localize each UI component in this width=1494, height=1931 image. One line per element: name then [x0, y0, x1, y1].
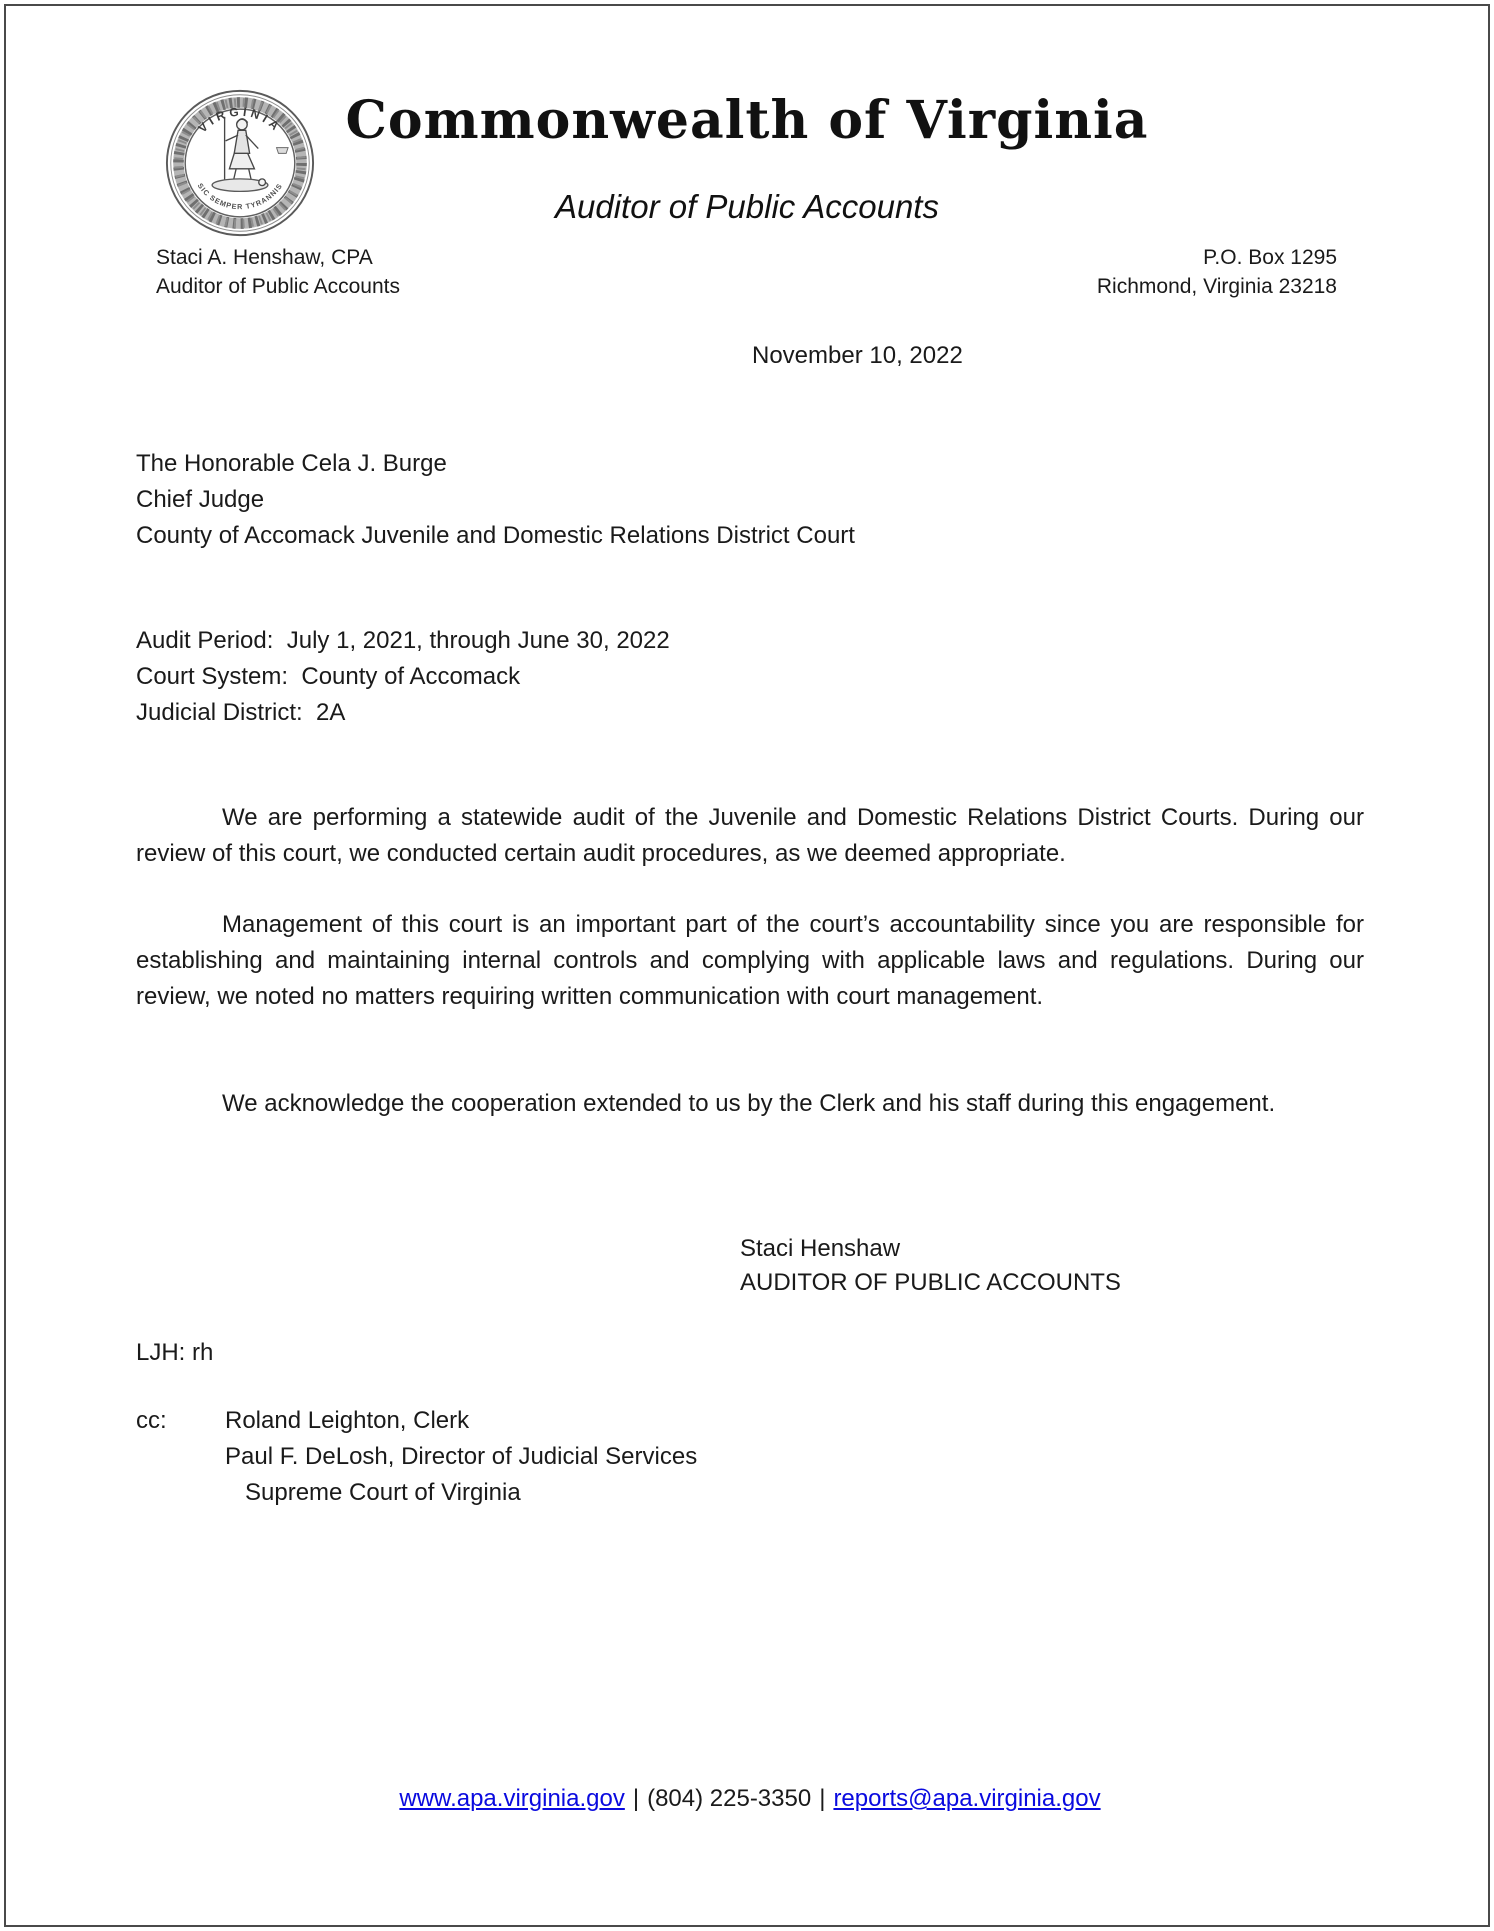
body-paragraph: We are performing a statewide audit of the Juvenile and Domestic Relations District Courts. During our review of this court, we conducted certain audit procedures, as we deemed appropriate.	[136, 804, 1364, 867]
letterhead-subtitle: Auditor of Public Accounts	[555, 188, 939, 225]
letter-page	[4, 4, 1490, 1927]
recipient-name: The Honorable Cela J. Burge	[136, 450, 447, 477]
official-block	[156, 243, 400, 301]
audit-info-block	[136, 623, 670, 731]
address-line2: Richmond, Virginia 23218	[1096, 275, 1337, 298]
cc-entry: Paul F. DeLosh, Director of Judicial Services	[225, 1443, 698, 1470]
recipient-title: Chief Judge	[136, 486, 265, 513]
reference-initials: LJH: rh	[136, 1339, 214, 1366]
letter-date: November 10, 2022	[752, 342, 963, 369]
cc-entry: Supreme Court of Virginia	[245, 1479, 521, 1506]
cc-block	[136, 1403, 697, 1511]
address-line1: P.O. Box 1295	[1203, 246, 1337, 269]
court-system: Court System: County of Accomack	[136, 663, 521, 690]
recipient-block	[136, 446, 855, 554]
recipient-court: County of Accomack Juvenile and Domestic Relations District Court	[136, 522, 855, 549]
judicial-district: Judicial District: 2A	[136, 699, 346, 726]
official-name: Staci A. Henshaw, CPA	[156, 246, 373, 269]
website-link[interactable]: www.apa.virginia.gov	[399, 1785, 625, 1812]
signature-block	[740, 1232, 1121, 1300]
footer-contact	[136, 1782, 1364, 1816]
cc-label: cc:	[136, 1407, 167, 1434]
email-link[interactable]: reports@apa.virginia.gov	[833, 1785, 1101, 1812]
body-paragraph: We acknowledge the cooperation extended to us by the Clerk and his staff during this engagement.	[222, 1090, 1276, 1117]
svg-text:VIRGINIA: VIRGINIA	[195, 104, 285, 136]
body-paragraph: Management of this court is an important part of the court’s accountability since you are responsible for establishing and maintaining internal controls and complying with applicable laws and regulations. During our review, we noted no matters requiring written communication with court management.	[136, 911, 1364, 1010]
footer-separator: |	[632, 1785, 640, 1812]
letterhead-title: Commonwealth of Virginia	[345, 90, 1149, 151]
audit-period: Audit Period: July 1, 2021, through June 30, 2022	[136, 627, 670, 654]
cc-entry: Roland Leighton, Clerk	[225, 1407, 470, 1434]
signature-name: Staci Henshaw	[740, 1235, 901, 1262]
address-block	[1097, 243, 1337, 301]
official-title: Auditor of Public Accounts	[156, 275, 400, 298]
svg-text:SIC SEMPER TYRANNIS: SIC SEMPER TYRANNIS	[195, 181, 285, 212]
signature-title: AUDITOR OF PUBLIC ACCOUNTS	[740, 1269, 1121, 1296]
phone-number: (804) 225-3350	[647, 1785, 812, 1812]
footer-separator: |	[819, 1785, 826, 1812]
